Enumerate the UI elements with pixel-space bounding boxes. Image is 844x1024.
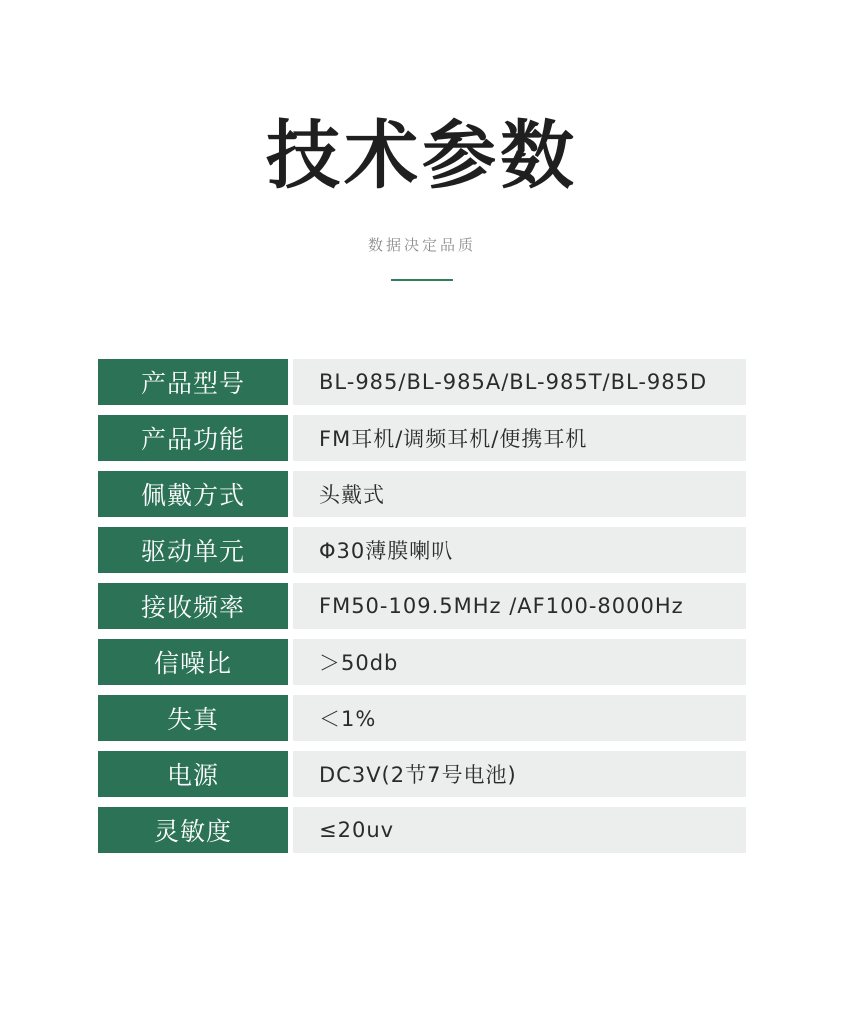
spec-label: 驱动单元 bbox=[98, 527, 288, 573]
page-header bbox=[0, 0, 844, 281]
spec-value: ＜1% bbox=[293, 695, 746, 741]
spec-label: 产品功能 bbox=[98, 415, 288, 461]
table-row bbox=[98, 359, 746, 405]
page-title: 技术参数 bbox=[266, 113, 578, 199]
spec-label: 信噪比 bbox=[98, 639, 288, 685]
table-row bbox=[98, 471, 746, 517]
table-row bbox=[98, 583, 746, 629]
spec-value: DC3V(2节7号电池) bbox=[293, 751, 746, 797]
spec-value: ≤20uv bbox=[293, 807, 746, 853]
spec-table bbox=[98, 359, 746, 853]
spec-value: 头戴式 bbox=[293, 471, 746, 517]
spec-value: Φ30薄膜喇叭 bbox=[293, 527, 746, 573]
table-row bbox=[98, 807, 746, 853]
spec-label: 失真 bbox=[98, 695, 288, 741]
title-divider bbox=[391, 279, 453, 281]
spec-label: 佩戴方式 bbox=[98, 471, 288, 517]
page-subtitle: 数据决定品质 bbox=[367, 236, 476, 254]
table-row bbox=[98, 527, 746, 573]
spec-label: 产品型号 bbox=[98, 359, 288, 405]
spec-value: ＞50db bbox=[293, 639, 746, 685]
spec-label: 接收频率 bbox=[98, 583, 288, 629]
spec-value: FM耳机/调频耳机/便携耳机 bbox=[293, 415, 746, 461]
spec-label: 电源 bbox=[98, 751, 288, 797]
table-row bbox=[98, 695, 746, 741]
table-row bbox=[98, 751, 746, 797]
spec-label: 灵敏度 bbox=[98, 807, 288, 853]
spec-value: FM50-109.5MHz /AF100-8000Hz bbox=[293, 583, 746, 629]
spec-value: BL-985/BL-985A/BL-985T/BL-985D bbox=[293, 359, 746, 405]
table-row bbox=[98, 639, 746, 685]
table-row bbox=[98, 415, 746, 461]
